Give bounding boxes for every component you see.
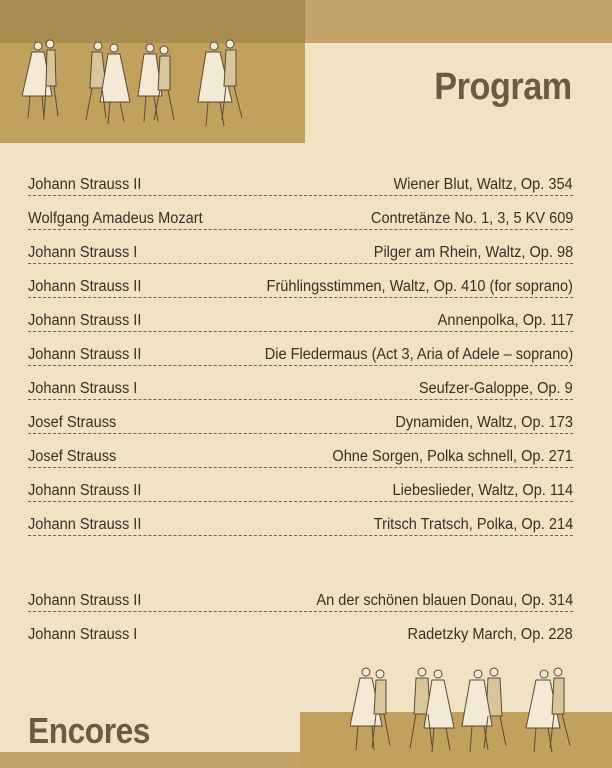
- work-title: Annenpolka, Op. 117: [437, 312, 573, 329]
- composer-name: Josef Strauss: [28, 414, 117, 431]
- composer-name: Johann Strauss I: [28, 244, 138, 261]
- program-row: [28, 344, 573, 366]
- encore-row: [28, 624, 573, 645]
- program-list: [28, 174, 573, 548]
- program-row: [28, 276, 573, 298]
- work-title: Wiener Blut, Waltz, Op. 354: [393, 176, 573, 193]
- work-title: Dynamiden, Waltz, Op. 173: [395, 414, 573, 431]
- composer-name: Johann Strauss I: [28, 380, 138, 397]
- composer-name: Johann Strauss II: [28, 346, 142, 363]
- work-title: Pilger am Rhein, Waltz, Op. 98: [373, 244, 573, 261]
- program-row: [28, 412, 573, 434]
- composer-name: Johann Strauss II: [28, 278, 142, 295]
- program-row: [28, 242, 573, 264]
- work-title: Tritsch Tratsch, Polka, Op. 214: [373, 516, 573, 533]
- composer-name: Johann Strauss II: [28, 312, 142, 329]
- work-title: Liebeslieder, Waltz, Op. 114: [392, 482, 573, 499]
- dancing-couples-illustration: [22, 36, 252, 132]
- work-title: Seufzer-Galoppe, Op. 9: [419, 380, 573, 397]
- encores-heading: Encores: [28, 710, 150, 751]
- composer-name: Johann Strauss II: [28, 592, 142, 609]
- composer-name: Johann Strauss II: [28, 516, 142, 533]
- work-title: Contretänze No. 1, 3, 5 KV 609: [370, 210, 573, 227]
- encore-row: [28, 590, 573, 612]
- dancing-couples-illustration: [350, 662, 580, 758]
- program-row: [28, 208, 573, 230]
- composer-name: Josef Strauss: [28, 448, 117, 465]
- program-row: [28, 446, 573, 468]
- composer-name: Johann Strauss I: [28, 626, 138, 643]
- encores-list: [28, 590, 573, 657]
- work-title: Die Fledermaus (Act 3, Aria of Adele – soprano): [264, 346, 573, 363]
- work-title: Ohne Sorgen, Polka schnell, Op. 271: [332, 448, 573, 465]
- program-row: [28, 480, 573, 502]
- composer-name: Johann Strauss II: [28, 482, 142, 499]
- work-title: Radetzky March, Op. 228: [407, 626, 573, 643]
- work-title: Frühlingsstimmen, Waltz, Op. 410 (for soprano): [266, 278, 573, 295]
- program-row: [28, 514, 573, 536]
- composer-name: Johann Strauss II: [28, 176, 142, 193]
- work-title: An der schönen blauen Donau, Op. 314: [316, 592, 573, 609]
- program-row: [28, 174, 573, 196]
- program-row: [28, 310, 573, 332]
- program-heading: Program: [434, 66, 572, 108]
- composer-name: Wolfgang Amadeus Mozart: [28, 210, 203, 227]
- program-row: [28, 378, 573, 400]
